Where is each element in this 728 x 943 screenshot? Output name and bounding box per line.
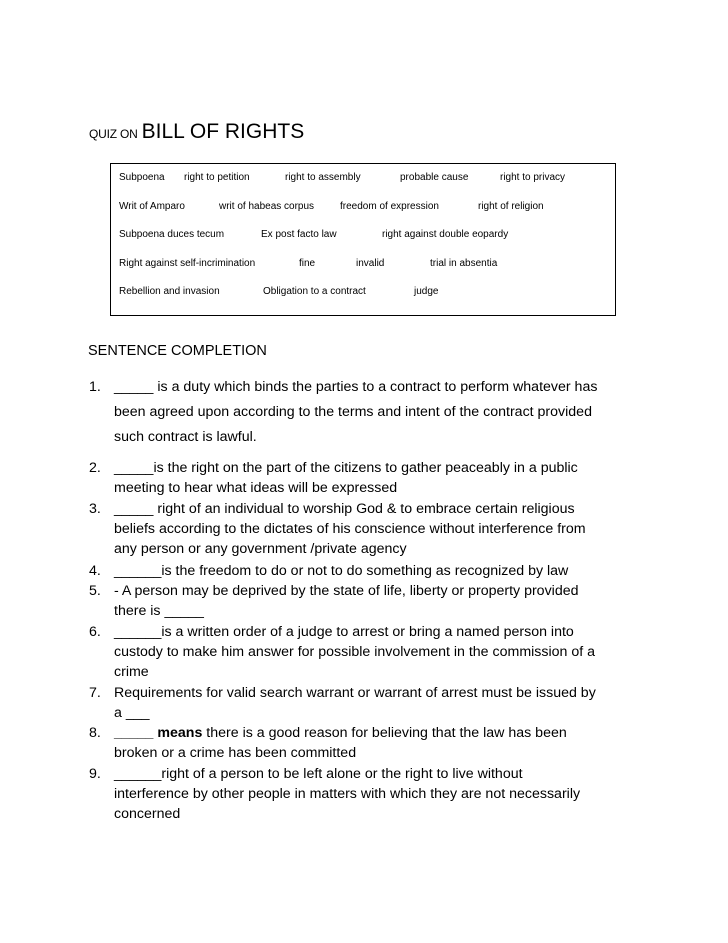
section-heading: SENTENCE COMPLETION (88, 343, 267, 359)
question-line: interference by other people in matters with which they are not necessarily (114, 786, 581, 802)
question-line: a ___ (114, 705, 150, 721)
question-line (114, 723, 646, 743)
question-line: concerned (114, 806, 181, 822)
question-line: ______is the freedom to do or not to do something as recognized by law (114, 563, 569, 579)
question-line: _____is the right on the part of the citizens to gather peaceably in a public (114, 460, 578, 476)
word-bank-box (110, 163, 616, 316)
word-bank-term: right of religion (478, 201, 544, 212)
question-text (114, 622, 646, 682)
word-bank-term: Obligation to a contract (263, 286, 366, 297)
question-line: meeting to hear what ideas will be expressed (114, 480, 398, 496)
question-number: 2. (89, 460, 101, 476)
question-line: ______is a written order of a judge to arrest or bring a named person into (114, 624, 574, 640)
question-line: there is _____ (114, 603, 204, 619)
word-bank-term: right against double eopardy (382, 229, 509, 240)
question-number: 5. (89, 583, 101, 599)
quiz-title-prefix: QUIZ ON (89, 127, 138, 141)
question-text (114, 764, 646, 824)
question-line: any person or any government /private agency (114, 541, 407, 557)
question-number: 6. (89, 624, 101, 640)
word-bank-term: right to privacy (500, 172, 566, 183)
word-bank-term: freedom of expression (340, 201, 439, 212)
question-line: _____ is a duty which binds the parties to a contract to perform whatever has (114, 379, 598, 395)
question-text (114, 723, 646, 763)
word-bank-term: right to assembly (285, 172, 361, 183)
word-bank-term: Writ of Amparo (119, 201, 185, 212)
question-text (114, 375, 646, 450)
word-bank-term: judge (414, 286, 439, 297)
word-bank-term: Subpoena (119, 172, 165, 183)
word-bank-term: Ex post facto law (261, 229, 337, 240)
word-bank-term: trial in absentia (430, 258, 498, 269)
word-bank-term: right to petition (184, 172, 250, 183)
question-number: 7. (89, 685, 101, 701)
question-text (114, 458, 646, 498)
word-bank-term: Subpoena duces tecum (119, 229, 225, 240)
question-line: such contract is lawful. (114, 429, 257, 445)
question-line: custody to make him answer for possible involvement in the commission of a (114, 644, 596, 660)
question-line: ______right of a person to be left alone or the right to live without (114, 766, 523, 782)
question-line: beliefs according to the dictates of his conscience without interference from (114, 521, 586, 537)
quiz-title (89, 120, 304, 144)
question-text (114, 499, 646, 559)
question-number: 1. (89, 379, 101, 395)
bold-answer-blank: _____ means (114, 725, 203, 741)
word-bank-term: fine (299, 258, 316, 269)
word-bank-term: invalid (356, 258, 385, 269)
word-bank-term: Rebellion and invasion (119, 286, 220, 297)
question-line: Requirements for valid search warrant or warrant of arrest must be issued by (114, 685, 596, 701)
question-line: broken or a crime has been committed (114, 745, 357, 761)
word-bank-term: Right against self-incrimination (119, 258, 256, 269)
question-number: 3. (89, 501, 101, 517)
question-number: 9. (89, 766, 101, 782)
question-line: crime (114, 664, 149, 680)
question-number: 8. (89, 725, 101, 741)
question-line: - A person may be deprived by the state of life, liberty or property provided (114, 583, 579, 599)
question-line: _____ right of an individual to worship God & to embrace certain religious (114, 501, 575, 517)
question-text (114, 683, 646, 723)
question-text (114, 561, 646, 581)
question-text (114, 581, 646, 621)
word-bank-term: probable cause (400, 172, 469, 183)
question-number: 4. (89, 563, 101, 579)
question-line-rest: there is a good reason for believing that the law has been (202, 725, 567, 741)
quiz-title-main: BILL OF RIGHTS (141, 120, 305, 143)
word-bank-term: writ of habeas corpus (219, 201, 315, 212)
question-line: been agreed upon according to the terms and intent of the contract provided (114, 404, 592, 420)
